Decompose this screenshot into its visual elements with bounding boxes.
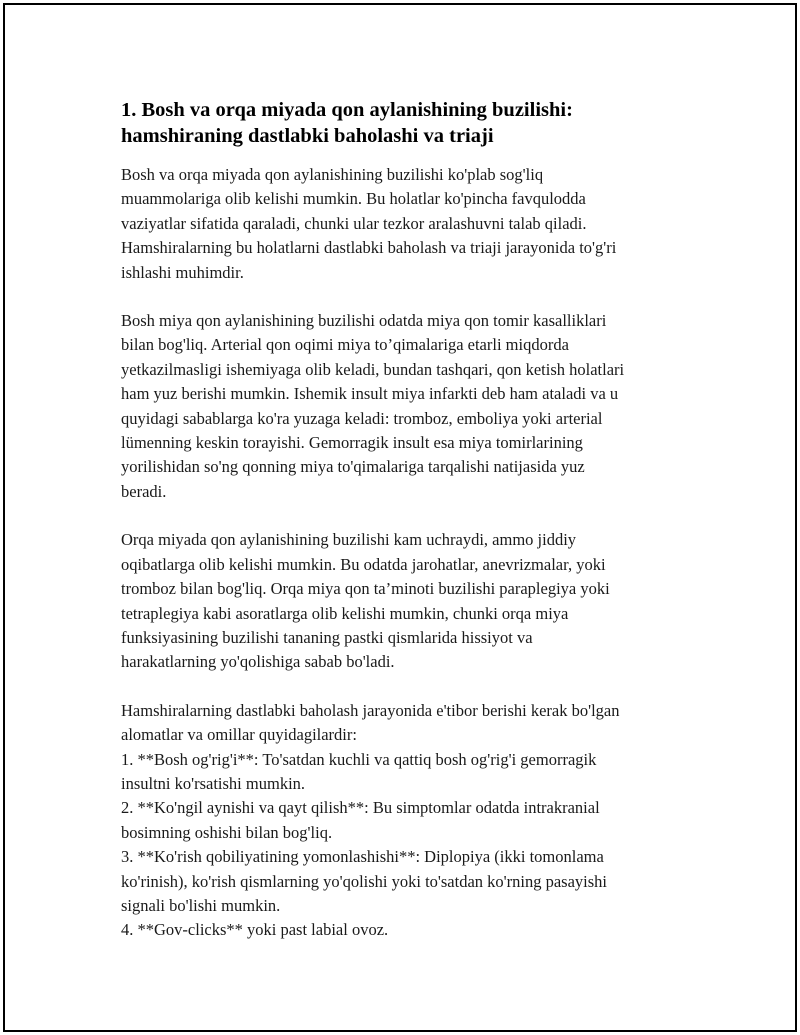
paragraph-assessment-signs: Hamshiralarning dastlabki baholash jarayonida e'tibor berishi kerak bo'lgan alomatlar va omillar quyidagilardir: 1. **Bosh og'rig'i**: To'satdan kuchli va qattiq bosh og'rig'i gemorragik insultni ko'rsatishi mumkin. 2. **Ko'ngil aynishi va qayt qilish**: Bu simptomlar odatda intrakranial bosimning oshishi bilan bog'liq. 3. **Ko'rish qobiliyatining yomonlashishi**: Diplopiya (ikki tomonlama ko'rinish), ko'rish qismlarning yo'qolishi yoki to'satdan ko'rning pasayishi signali bo'lishi mumkin. 4. **Gov-clicks** yoki past labial ovoz. <box>121 700 620 940</box>
paragraph-intro: Bosh va orqa miyada qon aylanishining buzilishi ko'plab sog'liq muammolariga olib kelishi mumkin. Bu holatlar ko'pincha favqulodda vaziyatlar sifatida qaraladi, chunki ular tezkor aralashuvni talab qiladi. Hamshiralarning bu holatlarni dastlabki baholash va triaji jarayonida to'g'ri ishlashi muhimdir. <box>121 165 617 282</box>
document-title: 1. Bosh va orqa miyada qon aylanishining buzilishi: hamshiraning dastlabki baholashi va triaji <box>121 99 573 147</box>
paragraph-spinal-circulation: Orqa miyada qon aylanishining buzilishi kam uchraydi, ammo jiddiy oqibatlarga olib kelishi mumkin. Bu odatda jarohatlar, anevrizmalar, yoki tromboz bilan bog'liq. Orqa miya qon ta’minoti buzilishi paraplegiya yoki tetraplegiya kabi asoratlarga olib kelishi mumkin, chunki orqa miya funksiyasining buzilishi tananing pastki qismlarida hissiyot va harakatlarning yo'qolishiga sabab bo'ladi. <box>121 530 610 672</box>
paragraph-brain-circulation: Bosh miya qon aylanishining buzilishi odatda miya qon tomir kasalliklari bilan bog'liq. Arterial qon oqimi miya to’qimalariga etarli miqdorda yetkazilmasligi ishemiyaga olib keladi, bundan tashqari, qon ketish holatlari ham yuz berishi mumkin. Ishemik insult miya infarkti deb ham ataladi va u quyidagi sabablarga ko'ra yuzaga keladi: tromboz, emboliya yoki arterial lümenning keskin torayishi. Gemorragik insult esa miya tomirlarining yorilishidan so'ng qonning miya to'qimalariga tarqalishi natijasida yuz beradi. <box>121 311 625 501</box>
page-frame <box>3 3 797 1032</box>
document-content <box>121 97 711 943</box>
